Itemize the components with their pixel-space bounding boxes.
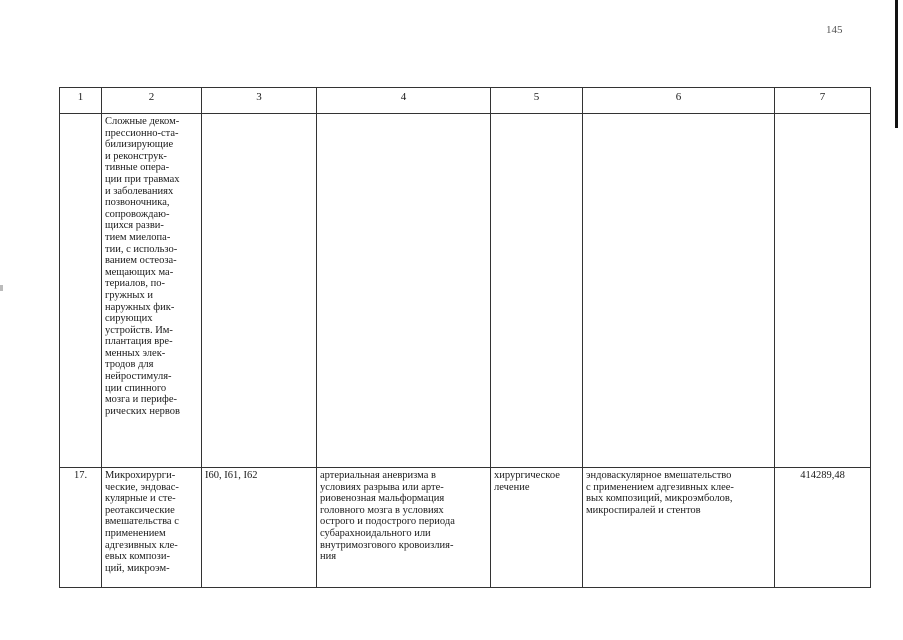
icd-code-cell: I60, I61, I62 xyxy=(202,468,317,588)
column-number-6: 6 xyxy=(583,88,775,114)
table-row xyxy=(60,114,871,468)
treatment-method-cell: эндоваскулярное вмешательство с применением адгезивных клее- вых композиций, микроэмболов, микроспиралей и стентов xyxy=(583,468,775,588)
cost-cell xyxy=(775,114,871,468)
scan-mark xyxy=(0,285,3,291)
row-number-cell: 17. xyxy=(60,468,102,588)
column-number-5: 5 xyxy=(491,88,583,114)
patient-model-cell: артериальная аневризма в условиях разрыва или арте- риовенозная мальформация головного мозга в условиях острого и подострого периода субарахноидального или внутримозгового кровоизлия- ния xyxy=(317,468,491,588)
column-number-4: 4 xyxy=(317,88,491,114)
column-number-3: 3 xyxy=(202,88,317,114)
table-header-row xyxy=(60,88,871,114)
intervention-name-cell: Сложные деком- прессионно-ста- билизирующие и реконструк- тивные опера- ции при травмах и заболеваниях позвоночника, сопровождаю- щихся разви- тием миелопа- тии, с использо- ванием остеоза- мещающих ма- териалов, по- гружных и наружных фик- сирующих устройств. Им- плантация вре- менных элек- тродов для нейростимуля- ции спинного мозга и перифе- рических нервов xyxy=(102,114,202,468)
cost-cell: 414289,48 xyxy=(775,468,871,588)
scan-edge-bar xyxy=(895,0,898,128)
column-number-7: 7 xyxy=(775,88,871,114)
medical-services-table xyxy=(59,87,871,588)
treatment-method-cell xyxy=(583,114,775,468)
icd-code-cell xyxy=(202,114,317,468)
column-number-2: 2 xyxy=(102,88,202,114)
column-number-1: 1 xyxy=(60,88,102,114)
page-number: 145 xyxy=(826,24,843,36)
table-row xyxy=(60,468,871,588)
row-number-cell xyxy=(60,114,102,468)
intervention-name-cell: Микрохирурги- ческие, эндовас- кулярные и сте- реотаксические вмешательства с применением адгезивных кле- евых компози- ций, микроэм- xyxy=(102,468,202,588)
treatment-type-cell: хирургическое лечение xyxy=(491,468,583,588)
patient-model-cell xyxy=(317,114,491,468)
treatment-type-cell xyxy=(491,114,583,468)
